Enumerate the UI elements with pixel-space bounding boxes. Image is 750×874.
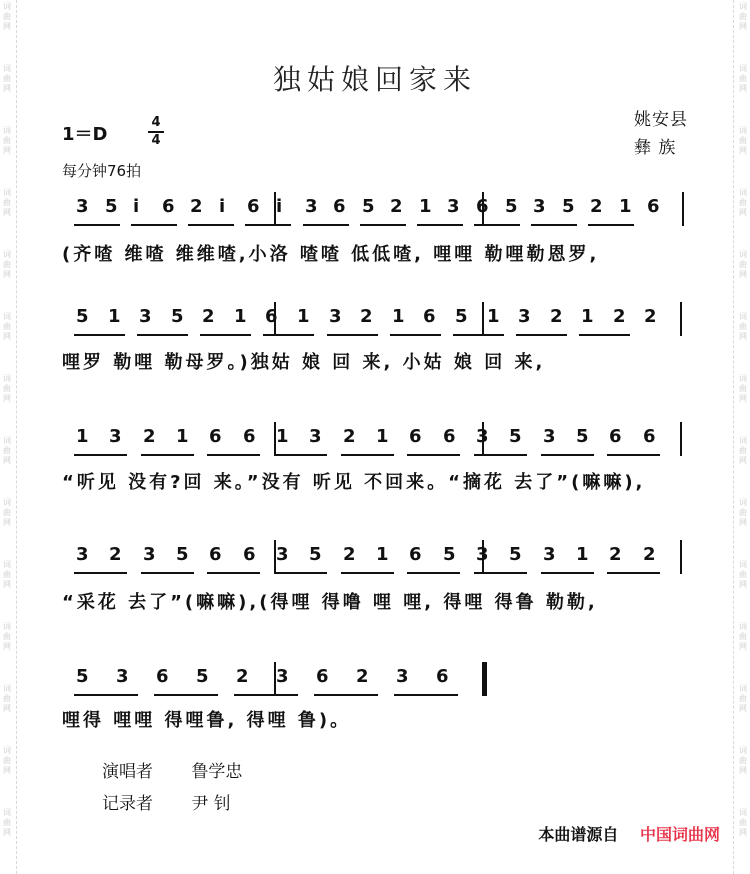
- watermark-char: 网: [3, 704, 11, 713]
- watermark-char: 网: [3, 146, 11, 155]
- watermark-group: [3, 248, 11, 310]
- watermark-char: 曲: [739, 818, 747, 827]
- beam: [131, 224, 177, 226]
- beam: [74, 224, 120, 226]
- note: 1: [76, 426, 89, 447]
- note: 3: [76, 544, 89, 565]
- beam: [274, 454, 327, 456]
- watermark-char: 词: [739, 188, 747, 197]
- watermark-group: [739, 0, 747, 62]
- watermark-char: 曲: [3, 818, 11, 827]
- watermark-group: [739, 186, 747, 248]
- note: 6: [243, 426, 256, 447]
- watermark-char: 网: [739, 270, 747, 279]
- watermark-char: 曲: [3, 694, 11, 703]
- watermark-group: [3, 496, 11, 558]
- watermark-char: 网: [3, 208, 11, 217]
- watermark-char: 词: [3, 2, 11, 11]
- watermark-char: 曲: [739, 694, 747, 703]
- beam: [341, 454, 394, 456]
- watermark-group: [3, 124, 11, 186]
- tempo-marking: 每分钟76拍: [62, 162, 142, 180]
- watermark-group: [739, 124, 747, 186]
- note: 5: [443, 544, 456, 565]
- note: 5: [509, 426, 522, 447]
- watermark-char: 网: [739, 394, 747, 403]
- watermark-char: 曲: [739, 508, 747, 517]
- watermark-char: 词: [739, 2, 747, 11]
- watermark-char: 曲: [3, 260, 11, 269]
- watermark-char: 曲: [739, 632, 747, 641]
- watermark-char: 词: [3, 498, 11, 507]
- beam: [200, 334, 251, 336]
- note: 6: [409, 544, 422, 565]
- note: 5: [196, 666, 209, 687]
- note: i: [133, 196, 140, 217]
- note: 2: [143, 426, 156, 447]
- watermark-group: [739, 372, 747, 434]
- beam: [417, 224, 463, 226]
- watermark-char: 曲: [3, 570, 11, 579]
- note: 5: [105, 196, 118, 217]
- watermark-char: 曲: [739, 198, 747, 207]
- note: 3: [109, 426, 122, 447]
- note: 6: [643, 426, 656, 447]
- key-signature: 1＝D: [62, 124, 108, 145]
- watermark-char: 曲: [3, 12, 11, 21]
- beam: [141, 454, 194, 456]
- beam: [541, 572, 594, 574]
- note: 3: [276, 666, 289, 687]
- barline: [680, 540, 682, 574]
- watermark-char: 词: [3, 436, 11, 445]
- note: 6: [162, 196, 175, 217]
- watermark-char: 曲: [739, 322, 747, 331]
- beam: [74, 334, 125, 336]
- note: 6: [647, 196, 660, 217]
- note: 6: [609, 426, 622, 447]
- beam: [234, 694, 298, 696]
- barline: [274, 662, 276, 696]
- song-title: 独姑娘回家来: [272, 63, 477, 96]
- watermark-char: 网: [739, 146, 747, 155]
- singer-name: 鲁学忠: [191, 762, 243, 782]
- barline: [274, 302, 276, 336]
- notation-line-1: [68, 192, 688, 226]
- watermark-char: 网: [739, 518, 747, 527]
- watermark-char: 词: [3, 64, 11, 73]
- note: 6: [156, 666, 169, 687]
- note: 5: [509, 544, 522, 565]
- watermark-char: 网: [3, 84, 11, 93]
- note: 6: [333, 196, 346, 217]
- watermark-char: 网: [739, 332, 747, 341]
- note: 6: [265, 306, 278, 327]
- time-signature: [148, 116, 164, 148]
- watermark-char: 曲: [739, 384, 747, 393]
- barline: [274, 422, 276, 456]
- watermark-char: 曲: [739, 74, 747, 83]
- watermark-char: 词: [739, 126, 747, 135]
- watermark-char: 网: [739, 580, 747, 589]
- note: 1: [108, 306, 121, 327]
- note: 6: [436, 666, 449, 687]
- note: 3: [305, 196, 318, 217]
- beam: [141, 572, 194, 574]
- watermark-char: 曲: [739, 756, 747, 765]
- source-prefix: 本曲谱源自: [538, 825, 619, 844]
- notation-line-3: [68, 422, 688, 456]
- watermark-char: 网: [739, 642, 747, 651]
- origin-county: 姚安县: [634, 110, 688, 130]
- note: 2: [550, 306, 563, 327]
- beam: [74, 694, 138, 696]
- note: 2: [343, 426, 356, 447]
- barline: [682, 192, 684, 226]
- watermark-char: 曲: [3, 384, 11, 393]
- watermark-char: 网: [739, 704, 747, 713]
- note: 5: [505, 196, 518, 217]
- watermark-group: [739, 434, 747, 496]
- watermark-char: 词: [739, 498, 747, 507]
- note: 1: [576, 544, 589, 565]
- watermark-char: 网: [3, 456, 11, 465]
- watermark-group: [3, 186, 11, 248]
- beam: [394, 694, 458, 696]
- watermark-char: 词: [739, 436, 747, 445]
- note: 2: [343, 544, 356, 565]
- beam: [207, 454, 260, 456]
- note: 3: [518, 306, 531, 327]
- watermark-char: 网: [739, 22, 747, 31]
- watermark-char: 网: [3, 518, 11, 527]
- note: 2: [609, 544, 622, 565]
- note: 3: [543, 544, 556, 565]
- singer-label: 演唱者: [102, 762, 153, 782]
- watermark-group: [739, 310, 747, 372]
- barline: [680, 422, 682, 456]
- beam: [154, 694, 218, 696]
- watermark-group: [739, 248, 747, 310]
- watermark-char: 词: [3, 560, 11, 569]
- note: 6: [209, 544, 222, 565]
- note: 6: [247, 196, 260, 217]
- watermark-char: 曲: [3, 136, 11, 145]
- note: 2: [643, 544, 656, 565]
- barline: [274, 540, 276, 574]
- note: 5: [76, 306, 89, 327]
- watermark-char: 词: [739, 312, 747, 321]
- note: 1: [392, 306, 405, 327]
- note: 1: [376, 544, 389, 565]
- barline: [482, 192, 484, 226]
- lyric-line-5: 哩得 哩哩 得哩鲁, 得哩 鲁)。: [62, 710, 352, 731]
- recorder-name: 尹 钊: [191, 794, 231, 814]
- beam: [579, 334, 630, 336]
- beam: [360, 224, 406, 226]
- notation-line-4: [68, 540, 688, 574]
- source-credit: [538, 822, 720, 845]
- watermark-char: 网: [3, 270, 11, 279]
- watermark-char: 词: [3, 374, 11, 383]
- watermark-group: [3, 558, 11, 620]
- beam: [314, 694, 378, 696]
- watermark-char: 词: [739, 560, 747, 569]
- source-brand: 中国词曲网: [639, 825, 720, 844]
- note: 2: [644, 306, 657, 327]
- beam: [607, 454, 660, 456]
- credits: [102, 756, 242, 820]
- song-origin: [634, 106, 688, 162]
- note: 2: [360, 306, 373, 327]
- barline: [482, 540, 484, 574]
- watermark-char: 网: [739, 208, 747, 217]
- note: i: [276, 196, 283, 217]
- note: 1: [487, 306, 500, 327]
- recorder-label: 记录者: [102, 794, 153, 814]
- note: 3: [139, 306, 152, 327]
- note: 3: [396, 666, 409, 687]
- watermark-char: 曲: [739, 260, 747, 269]
- barline: [482, 422, 484, 456]
- notation-line-2: [68, 302, 688, 336]
- watermark-char: 词: [739, 808, 747, 817]
- note: 3: [447, 196, 460, 217]
- watermark-char: 网: [3, 580, 11, 589]
- watermark-group: [3, 682, 11, 744]
- note: 3: [476, 426, 489, 447]
- watermark-group: [739, 744, 747, 806]
- watermark-char: 网: [3, 332, 11, 341]
- watermark-char: 曲: [3, 756, 11, 765]
- note: 6: [243, 544, 256, 565]
- note: 3: [329, 306, 342, 327]
- note: 1: [276, 426, 289, 447]
- meter-top: 4: [151, 115, 161, 130]
- beam: [516, 334, 567, 336]
- note: 3: [143, 544, 156, 565]
- watermark-char: 曲: [3, 322, 11, 331]
- lyric-line-2: 哩罗 勒哩 勒母罗。)独姑 娘 回 来, 小姑 娘 回 来,: [62, 352, 546, 373]
- watermark-char: 曲: [3, 508, 11, 517]
- note: 6: [443, 426, 456, 447]
- watermark-char: 曲: [3, 198, 11, 207]
- note: 2: [109, 544, 122, 565]
- lyric-line-4: “采花 去了”(嘛嘛),(得哩 得噜 哩 哩, 得哩 得鲁 勒勒,: [62, 592, 598, 613]
- note: 2: [590, 196, 603, 217]
- note: 2: [202, 306, 215, 327]
- beam: [390, 334, 441, 336]
- final-barline: [482, 662, 487, 696]
- note: 1: [619, 196, 632, 217]
- beam: [74, 454, 127, 456]
- barline: [482, 302, 484, 336]
- beam: [74, 572, 127, 574]
- watermark-group: [739, 682, 747, 744]
- note: 5: [76, 666, 89, 687]
- watermark-group: [3, 620, 11, 682]
- note: 5: [171, 306, 184, 327]
- note: 3: [76, 196, 89, 217]
- beam: [274, 572, 327, 574]
- watermark-group: [739, 558, 747, 620]
- beam: [188, 224, 234, 226]
- watermark-char: 曲: [739, 12, 747, 21]
- watermark-char: 曲: [739, 136, 747, 145]
- barline: [274, 192, 276, 226]
- note: 5: [576, 426, 589, 447]
- watermark-group: [3, 372, 11, 434]
- beam: [531, 224, 577, 226]
- watermark-group: [739, 496, 747, 558]
- watermark-char: 词: [3, 250, 11, 259]
- note: 6: [423, 306, 436, 327]
- note: 5: [176, 544, 189, 565]
- watermark-group: [3, 310, 11, 372]
- watermark-char: 网: [3, 828, 11, 837]
- beam: [341, 572, 394, 574]
- note: 1: [176, 426, 189, 447]
- watermark-char: 曲: [739, 570, 747, 579]
- watermark-char: 曲: [3, 74, 11, 83]
- beam: [453, 334, 504, 336]
- watermark-char: 词: [3, 312, 11, 321]
- note: 5: [455, 306, 468, 327]
- watermark-char: 词: [739, 374, 747, 383]
- watermark-char: 网: [739, 828, 747, 837]
- watermark-char: 词: [3, 684, 11, 693]
- origin-ethnicity: 彝 族: [634, 138, 677, 158]
- note: 3: [116, 666, 129, 687]
- note: 3: [533, 196, 546, 217]
- note: 1: [419, 196, 432, 217]
- watermark-char: 词: [739, 746, 747, 755]
- watermark-char: 网: [739, 456, 747, 465]
- watermark-char: 词: [3, 746, 11, 755]
- beam: [541, 454, 594, 456]
- beam: [303, 224, 349, 226]
- note: 3: [543, 426, 556, 447]
- watermark-char: 词: [739, 64, 747, 73]
- notation-line-5: [68, 662, 688, 696]
- note: 3: [276, 544, 289, 565]
- beam: [407, 572, 460, 574]
- note: 1: [376, 426, 389, 447]
- beam: [607, 572, 660, 574]
- watermark-group: [739, 806, 747, 868]
- note: 5: [562, 196, 575, 217]
- watermark-group: [3, 806, 11, 868]
- note: 2: [356, 666, 369, 687]
- beam: [407, 454, 460, 456]
- note: 1: [234, 306, 247, 327]
- note: 6: [476, 196, 489, 217]
- left-watermark-strip: [0, 0, 14, 874]
- watermark-group: [3, 744, 11, 806]
- note: 2: [390, 196, 403, 217]
- beam: [327, 334, 378, 336]
- note: 6: [209, 426, 222, 447]
- note: 1: [581, 306, 594, 327]
- lyric-line-1: (齐喳 维喳 维维喳,小洛 喳喳 低低喳, 哩哩 勒哩勒恩罗,: [62, 244, 600, 265]
- beam: [245, 224, 291, 226]
- note: 2: [613, 306, 626, 327]
- watermark-char: 曲: [739, 446, 747, 455]
- watermark-char: 网: [3, 22, 11, 31]
- watermark-char: 网: [739, 766, 747, 775]
- watermark-char: 词: [3, 188, 11, 197]
- note: 6: [316, 666, 329, 687]
- watermark-char: 词: [3, 622, 11, 631]
- watermark-char: 网: [3, 394, 11, 403]
- watermark-group: [3, 0, 11, 62]
- watermark-char: 词: [739, 622, 747, 631]
- beam: [137, 334, 188, 336]
- note: 2: [236, 666, 249, 687]
- watermark-char: 网: [739, 84, 747, 93]
- watermark-char: 曲: [3, 632, 11, 641]
- meter-bottom: 4: [151, 133, 161, 148]
- note: 3: [309, 426, 322, 447]
- watermark-char: 词: [3, 126, 11, 135]
- barline: [680, 302, 682, 336]
- note: 1: [297, 306, 310, 327]
- note: 6: [409, 426, 422, 447]
- watermark-char: 网: [3, 642, 11, 651]
- note: 5: [309, 544, 322, 565]
- beam: [474, 224, 520, 226]
- lyric-line-3: “听见 没有?回 来。”没有 听见 不回来。“摘花 去了”(嘛嘛),: [62, 472, 646, 493]
- note: 3: [476, 544, 489, 565]
- right-watermark-strip: [736, 0, 750, 874]
- watermark-char: 词: [739, 684, 747, 693]
- watermark-char: 曲: [3, 446, 11, 455]
- watermark-group: [3, 434, 11, 496]
- beam: [263, 334, 314, 336]
- beam: [588, 224, 634, 226]
- beam: [207, 572, 260, 574]
- watermark-char: 词: [739, 250, 747, 259]
- note: 5: [362, 196, 375, 217]
- watermark-char: 网: [3, 766, 11, 775]
- watermark-group: [739, 620, 747, 682]
- note: i: [219, 196, 226, 217]
- note: 2: [190, 196, 203, 217]
- watermark-char: 词: [3, 808, 11, 817]
